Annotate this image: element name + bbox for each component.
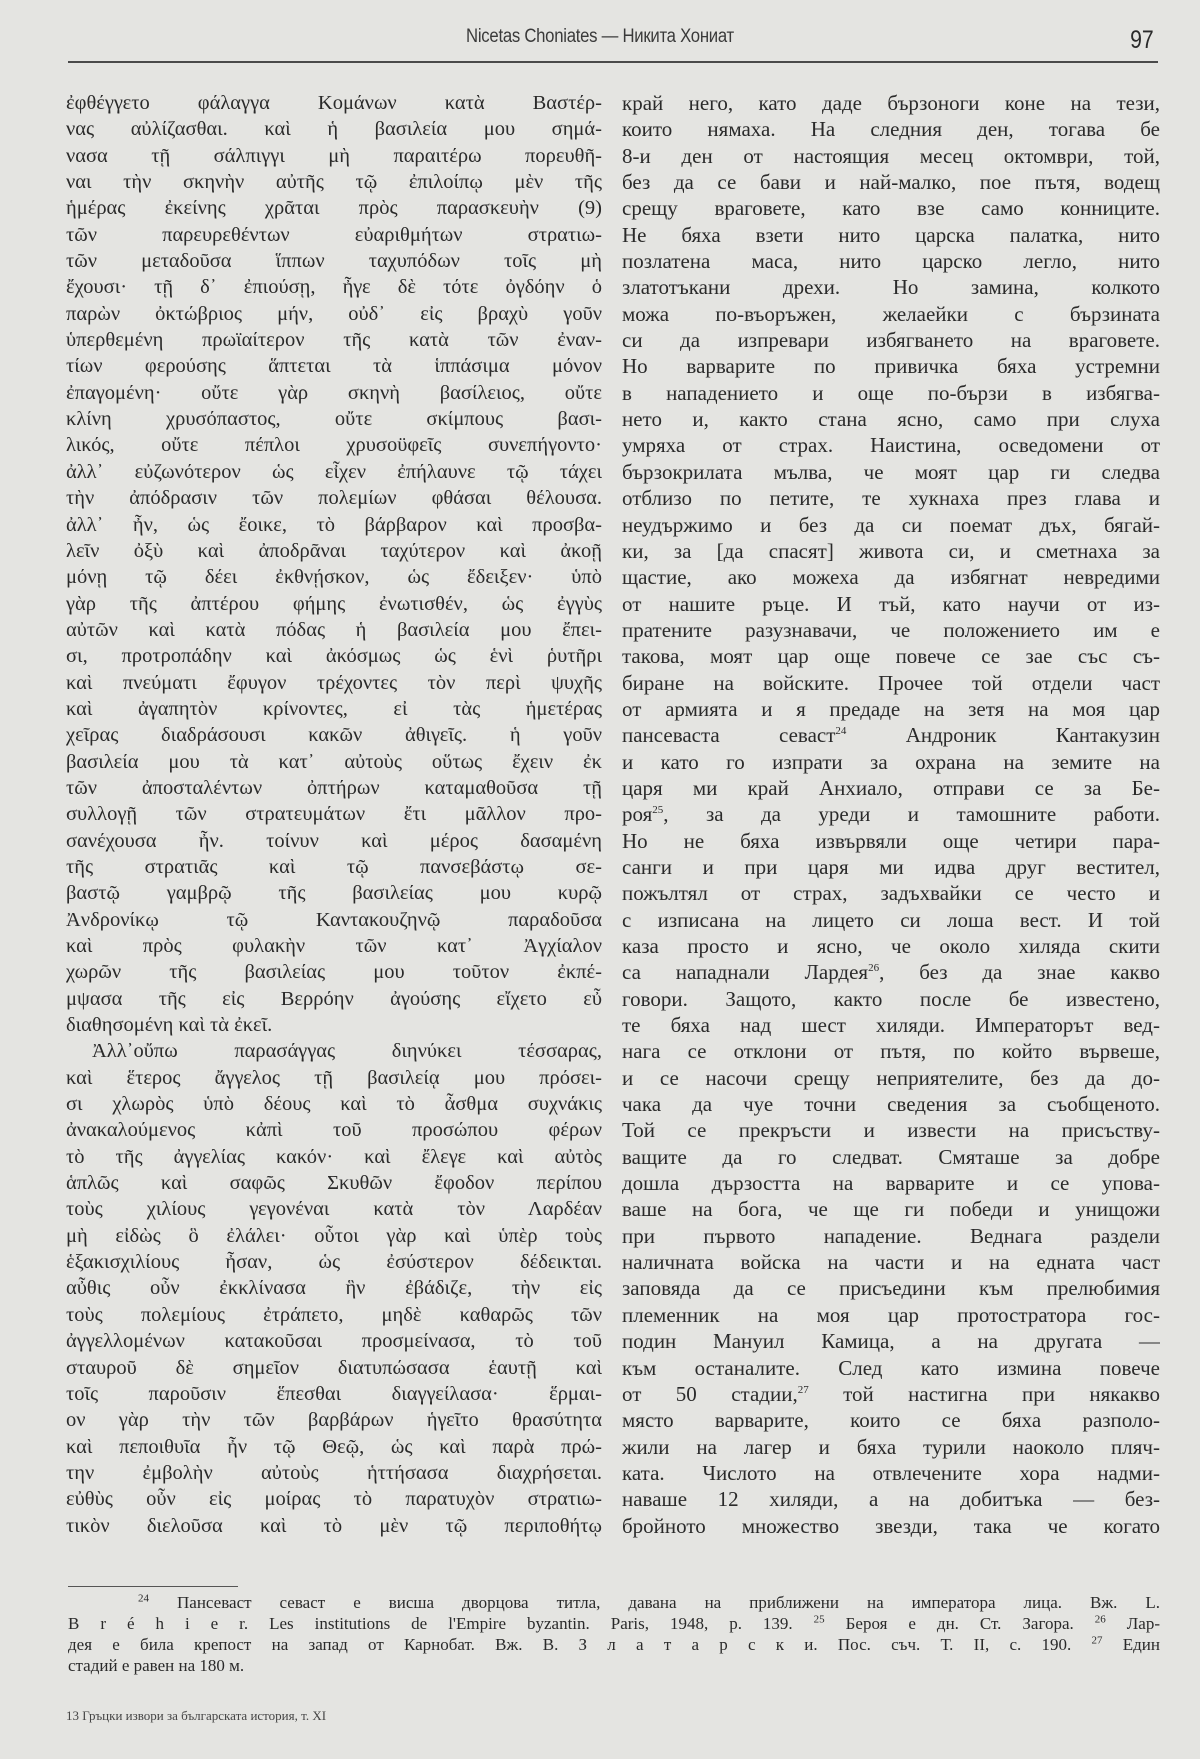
text-line: ἀλλ᾽ εὐζωνότερον ὡς εἶχεν ἐπήλαυνε τῷ τάχει bbox=[66, 460, 602, 483]
text-line: σανέχουσα ἦν. τοίνυν καὶ μέρος δασαμένη bbox=[66, 829, 602, 852]
text-line: τῆς στρατιᾶς καὶ τῷ πανσεβάστῳ σε- bbox=[66, 855, 602, 878]
text-line: ἐφθέγγετο φάλαγγα Κομάνων κατὰ Βαστέρ- bbox=[66, 92, 602, 114]
text-segment: Пансеваст севаст е висша дворцова титла, давана на приближени на императора лица. Вж. L. bbox=[149, 1593, 1160, 1612]
page-number: 97 bbox=[1130, 26, 1154, 54]
text-line: нето и, както стана ясно, само при слуха bbox=[622, 407, 1160, 432]
text-line: ἁπλῶς καὶ σαφῶς Σκυθῶν ἔφοδον περίπου bbox=[66, 1172, 602, 1195]
text-line: неудържимо и без да си поемат дъх, бягай- bbox=[622, 512, 1160, 537]
text-line: καὶ πεποιθυῖα ἦν τῷ Θεῷ, ὡς καὶ παρὰ πρώ- bbox=[66, 1435, 602, 1458]
text-line: τοὺς χιλίους γεγονέναι κατὰ τὸν Λαρδέαν bbox=[66, 1198, 602, 1221]
bulgarian-translation-column bbox=[622, 90, 1160, 1539]
text-line: ἔχουσι· τῇ δ᾽ ἐπιούσῃ, ἦγε δὲ τότε ὀγδόην ὁ bbox=[66, 276, 602, 299]
text-line: си да изпревари избягването на враговете. bbox=[622, 328, 1160, 353]
text-segment: са нападнали Лардея bbox=[622, 960, 869, 985]
text-line: подин Мануил Камица, а на другата — bbox=[622, 1329, 1160, 1354]
text-line bbox=[622, 1381, 1160, 1407]
text-line: край него, като даде бързоноги коне на тези, bbox=[622, 91, 1160, 115]
text-segment: роя bbox=[622, 802, 653, 827]
footnote-separator bbox=[68, 1586, 238, 1587]
text-line: златотъкани дрехи. Но замина, колкото bbox=[622, 275, 1160, 300]
text-line: санги и при царя ми идва друг вестител, bbox=[622, 854, 1160, 879]
text-line: и се насочи срещу неприятелите, без да до- bbox=[622, 1065, 1160, 1090]
text-line: σι χλωρὸς ὑπὸ δέους καὶ τὸ ἆσθμα συχνάκις bbox=[66, 1093, 602, 1116]
text-line: λικός, οὔτε πέπλοι χρυσοϋφεῖς συνεπήγοντο· bbox=[66, 434, 602, 457]
text-line: τίων φερούσης ἅπτεται τὰ ἱππάσιμα μόνον bbox=[66, 355, 602, 378]
footnotes bbox=[68, 1592, 1160, 1676]
text-line: καὶ ἕτερος ἄγγελος τῇ βασιλείᾳ μου πρόσει- bbox=[66, 1066, 602, 1089]
footnote-line: стадий е равен на 180 м. bbox=[68, 1656, 245, 1675]
text-line: към останалите. След като измина повече bbox=[622, 1355, 1160, 1380]
text-line: при първото нападение. Веднага раздели bbox=[622, 1223, 1160, 1248]
text-segment: Лар- bbox=[1105, 1614, 1160, 1633]
text-line: ки, за [да спасят] живота си, и сметнаха за bbox=[622, 538, 1160, 563]
text-line: наличната войска на части и на едната част bbox=[622, 1250, 1160, 1275]
text-line: ваше на бога, че ще ги победи и унищожи bbox=[622, 1197, 1160, 1222]
text-line: такова, моят цар още повече се зае със съ- bbox=[622, 644, 1160, 669]
text-line: наваше 12 хиляди, а на добитъка — без- bbox=[622, 1487, 1160, 1512]
text-line: τῶν ἀποσταλέντων ὀπτήρων καταμαθοῦσα τῇ bbox=[66, 776, 602, 799]
text-line: καὶ πρὸς φυλακὴν τῶν κατ᾽ Ἀγχίαλον bbox=[66, 935, 602, 957]
text-line: τοὺς πολεμίους ἐτράπετο, μηδὲ καθαρῶς τῶν bbox=[66, 1303, 602, 1326]
text-line: διαθησομένη καὶ τὰ ἐκεῖ. bbox=[66, 1014, 273, 1037]
text-line: μὴ εἰδὼς ὃ ἐλάλει· οὗτοι γὰρ καὶ ὑπὲρ τοὺς bbox=[66, 1224, 602, 1247]
text-line: ката. Числото на отвлечените хора надми- bbox=[622, 1460, 1160, 1485]
text-line: от армията и я предаде на зетя на моя цар bbox=[622, 696, 1160, 721]
text-line: племенник на моя цар протостратора гос- bbox=[622, 1302, 1160, 1327]
footnote-line bbox=[68, 1634, 1160, 1655]
text-segment: пансеваста севаст bbox=[622, 723, 836, 748]
footnote-marker: 25 bbox=[652, 804, 664, 817]
text-line: позлатена маса, нито царско легло, нито bbox=[622, 249, 1160, 274]
text-line: пожълтял от страх, задъхвайки се често и bbox=[622, 881, 1160, 906]
text-line: Но не бяха извървяли още четири пара- bbox=[622, 828, 1160, 853]
text-line: ващите да го следват. Смяташе за добре bbox=[622, 1144, 1160, 1169]
text-line: ἀλλ᾽ ἦν, ὡς ἔοικε, τὸ βάρβαρον καὶ προσβα- bbox=[66, 513, 602, 536]
text-line: 8-и ден от настоящия месец октомври, той, bbox=[622, 143, 1160, 168]
text-line: καὶ ἀγαπητὸν κρίνοντες, εἰ τὰς ἡμετέρας bbox=[66, 697, 602, 720]
text-line: жили на лагер и бяха турили наоколо пляч- bbox=[622, 1434, 1160, 1459]
footnote-marker: 27 bbox=[797, 1383, 809, 1396]
text-segment: Един bbox=[1102, 1635, 1160, 1654]
text-line: Ἀλλ᾽οὔπω παρασάγγας διηνύκει τέσσαρας, bbox=[92, 1040, 602, 1063]
footnote-line bbox=[68, 1613, 1160, 1634]
text-line: нага се отклони от пътя, по който вървеше, bbox=[622, 1039, 1160, 1064]
text-line: χεῖρας διαδράσουσι κακῶν ἀθιγεῖς. ἡ γοῦν bbox=[66, 724, 602, 747]
text-line: Не бяха взети нито царска палатка, нито bbox=[622, 222, 1160, 247]
text-line: συλλογῇ τῶν στρατευμάτων ἔτι μᾶλλον προ- bbox=[66, 803, 602, 826]
text-segment: , за да уреди и тамошните работи. bbox=[663, 802, 1160, 827]
text-line: σι, προτροπάδην καὶ ἀκόσμως ὡς ἑνὶ ῥυτῆρι bbox=[66, 645, 602, 668]
text-line: биране на войските. Прочее той отдели част bbox=[622, 670, 1160, 695]
text-line: умряха от страх. Наистина, осведомени от bbox=[622, 433, 1160, 458]
footnote-marker: 26 bbox=[868, 962, 880, 975]
text-line: παρὼν ὀκτώβριος μήν, οὐδ᾽ εἰς βραχὺ γοῦν bbox=[66, 302, 602, 325]
text-line: ἐπαγομένη· οὔτε γὰρ σκηνὴ βασίλειος, οὔτε bbox=[66, 381, 602, 404]
text-line: νασα τῇ σάλπιγγι μὴ παραιτέρω πορευθῆ- bbox=[66, 144, 602, 167]
running-title: Nicetas Choniates — Никита Хониат bbox=[466, 26, 734, 47]
text-line: βαστῷ γαμβρῷ τῆς βασιλείας μου κυρῷ bbox=[66, 882, 602, 905]
text-line: λεῖν ὀξὺ καὶ ἀποδρᾶναι ταχύτερον καὶ ἀκοῇ bbox=[66, 539, 602, 562]
text-line: в нападението и още по-бързи в избягва- bbox=[622, 380, 1160, 405]
footnote-line bbox=[68, 1592, 1160, 1613]
text-line: χωρῶν τῆς βασιλείας μου τοῦτον ἐκπέ- bbox=[66, 961, 602, 984]
text-segment: дея е била крепост на запад от Карнобат. Вж. В. З л а т а р с к и. Пос. съч. Т. II, с. 190. bbox=[68, 1635, 1092, 1654]
text-line: Ἀνδρονίκῳ τῷ Καντακουζηνῷ παραδοῦσα bbox=[66, 908, 602, 931]
text-line: τῶν παρευρεθέντων εὐαριθμήτων στρατιω- bbox=[66, 223, 602, 246]
text-line: τῶν μεταδοῦσα ἵππων ταχυπόδων τοῖς μὴ bbox=[66, 250, 602, 273]
text-line: Той се прекръсти и извести на присъству- bbox=[622, 1118, 1160, 1143]
footnote-marker: 26 bbox=[1094, 1613, 1106, 1626]
text-segment: от 50 стадии, bbox=[622, 1381, 798, 1406]
text-line: бързокрилата мълва, че моят цар ги следва bbox=[622, 459, 1160, 484]
text-line: ἀγγελλομένων κατακοῦσαι προσμείνασα, τὸ τοῦ bbox=[66, 1330, 602, 1353]
footnote-marker: 24 bbox=[138, 1592, 149, 1605]
text-line: говори. Защото, както после бе известено, bbox=[622, 986, 1160, 1011]
text-line: ον γὰρ τὴν τῶν βαρβάρων ἡγεῖτο θρασύτητα bbox=[66, 1409, 602, 1432]
text-line: без да се бави и най-малко, пое пътя, водещ bbox=[622, 170, 1160, 195]
text-line: царя ми край Анхиало, отправи се за Бе- bbox=[622, 775, 1160, 800]
text-line: място варварите, които се бяха разполо- bbox=[622, 1408, 1160, 1433]
text-line: την ἐμβολὴν αὐτοὺς ἡττήσασα διαχρήσεται. bbox=[66, 1461, 602, 1484]
text-line: те бяха над шест хиляди. Императорът вед- bbox=[622, 1013, 1160, 1038]
text-line: αὖθις οὖν ἐκκλίνασα ἣν ἐβάδιζε, τὴν εἰς bbox=[66, 1277, 602, 1300]
header-rule bbox=[68, 61, 1158, 63]
text-line: които нямаха. На следния ден, тогава бе bbox=[622, 117, 1160, 142]
text-line: щастие, ако можеха да избягнат невредими bbox=[622, 565, 1160, 590]
footnote-marker: 25 bbox=[813, 1613, 825, 1626]
text-segment: , без да знае какво bbox=[879, 960, 1160, 985]
text-line: от нашите ръце. И тъй, като научи от из- bbox=[622, 591, 1160, 616]
text-segment: Андроник Кантакузин bbox=[846, 723, 1160, 748]
text-line: ἀνακαλούμενος κἀπὶ τοῦ προσώπου φέρων bbox=[66, 1119, 602, 1142]
text-line bbox=[622, 722, 1160, 748]
text-line: каза просто и ясно, че около хиляда скити bbox=[622, 934, 1160, 958]
text-line: с изписана на лицето си лоша вест. И той bbox=[622, 907, 1160, 932]
text-line: γὰρ τῆς ἀπτέρου φήμης ἐνωτισθέν, ὡς ἐγγὺς bbox=[66, 592, 602, 615]
text-line: и като го изпрати за охрана на земите на bbox=[622, 749, 1160, 774]
text-segment: B r é h i e r. Les institutions de l'Empire byzantin. Paris, 1948, p. 139. bbox=[68, 1614, 814, 1633]
text-line bbox=[622, 801, 1160, 827]
text-segment: Бероя е дн. Ст. Загора. bbox=[824, 1614, 1095, 1633]
text-line: можа по-въоръжен, желаейки с бързината bbox=[622, 301, 1160, 326]
text-line: ἑξακισχιλίους ἦσαν, ὡς ἐσύστερον δέδεικται. bbox=[66, 1251, 602, 1274]
text-line: дошла дързостта на варварите и се упова- bbox=[622, 1171, 1160, 1196]
text-line: κλίνη χρυσόπαστος, οὔτε σκίμπους βασι- bbox=[66, 408, 602, 431]
text-line: εὐθὺς οὖν εἰς μοίρας τὸ παρατυχὸν στρατιω- bbox=[66, 1488, 602, 1511]
text-line: Но варварите по привичка бяха устремни bbox=[622, 354, 1160, 379]
text-line: τοῖς παροῦσιν ἕπεσθαι διαγγείλασα· ἕρμαι- bbox=[66, 1382, 602, 1405]
text-line: ναι τὴν σκηνὴν αὐτῆς τῷ ἐπιλοίπῳ μὲν τῆς bbox=[66, 171, 602, 194]
text-line: βασιλεία μου τὰ κατ᾽ αὐτοὺς οὕτως ἔχειν ἐκ bbox=[66, 750, 602, 773]
text-line: ἡμέρας ἐκείνης χρᾶται πρὸς παρασκευὴν (9) bbox=[66, 197, 602, 220]
text-line: νας αὐλίζασθαι. καὶ ἡ βασιλεία μου σημά- bbox=[66, 118, 602, 141]
text-line: срещу враговете, като взе само конниците. bbox=[622, 196, 1160, 221]
text-line: бройното множество звезди, така че когато bbox=[622, 1513, 1160, 1538]
text-line: пратените разузнавачи, че положението им е bbox=[622, 617, 1160, 642]
greek-text-column bbox=[66, 90, 602, 1539]
text-line: ὑπερθεμένη πρωϊαίτερον τῆς κατὰ τῶν ἐναν- bbox=[66, 329, 602, 352]
text-line: σταυροῦ δὲ σημεῖον διατυπώσασα ἑαυτῇ καὶ bbox=[66, 1356, 602, 1379]
text-line: чака да чуе точни сведения за съобщеното. bbox=[622, 1092, 1160, 1117]
text-line: τὴν ἀπόδρασιν τῶν πολεμίων φθάσαι θέλουσα. bbox=[66, 487, 602, 510]
text-line: καὶ πνεύματι ἔφυγον τρέχοντες τὸν περὶ ψυχῆς bbox=[66, 671, 602, 694]
footnote-marker: 24 bbox=[835, 725, 847, 738]
text-line: μόνῃ τῷ δέει ἐκθνῄσκον, ὡς ἔδειξεν· ὑπὸ bbox=[66, 566, 602, 589]
signature-line: 13 Гръцки извори за българската история, т. XI bbox=[66, 1708, 327, 1723]
text-line: αὐτῶν καὶ κατὰ πόδας ἡ βασιλεία μου ἔπει- bbox=[66, 618, 602, 641]
text-segment: той настигна при някакво bbox=[808, 1381, 1160, 1406]
text-line: заповяда да се присъедини към прелюбимия bbox=[622, 1276, 1160, 1301]
text-line: τὸ τῆς ἀγγελίας κακόν· καὶ ἔλεγε καὶ αὐτὸς bbox=[66, 1145, 602, 1168]
text-line: отблизо по петите, те хукнаха през глава и bbox=[622, 486, 1160, 511]
footnote-marker: 27 bbox=[1091, 1634, 1103, 1647]
text-line bbox=[622, 959, 1160, 985]
text-line: τικὸν διελοῦσα καὶ τὸ μὲν τῷ περιποθήτῳ bbox=[66, 1514, 602, 1537]
text-line: μψασα τῆς εἰς Βερρόην ἀγούσης εἴχετο εὖ bbox=[66, 987, 602, 1010]
